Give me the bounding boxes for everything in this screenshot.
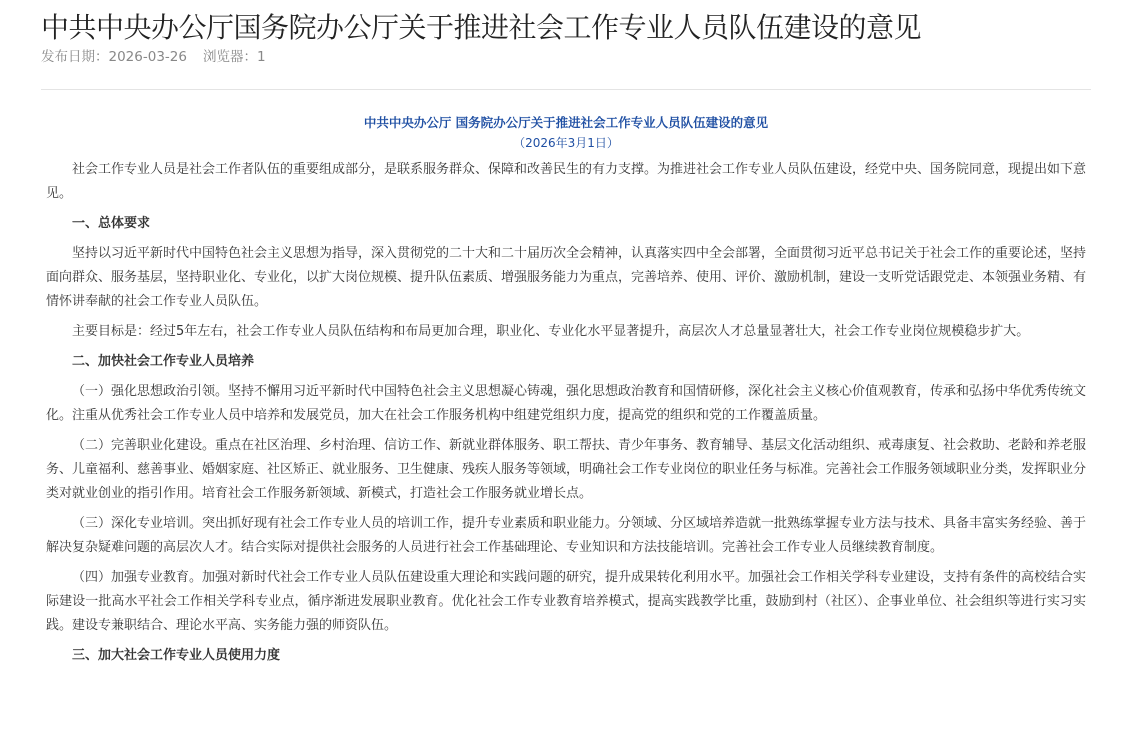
paragraph: （三）深化专业培训。突出抓好现有社会工作专业人员的培训工作，提升专业素质和职业能力。分领域、分区域培养造就一批熟练掌握专业方法与技术、具备丰富实务经验、善于解决复杂疑难问题的高层次人才。结合实际对提供社会服务的人员进行社会工作基础理论、专业知识和方法技能培训。完善社会工作专业人员继续教育制度。	[46, 516, 1087, 555]
publish-date: 发布日期：2026-03-26	[41, 49, 187, 65]
section-heading: 三、加大社会工作专业人员使用力度	[72, 648, 281, 663]
page-title: 中共中央办公厅国务院办公厅关于推进社会工作专业人员队伍建设的意见	[41, 11, 922, 44]
article-body	[46, 110, 1086, 674]
view-count: 浏览器：1	[202, 49, 266, 65]
paragraph: 社会工作专业人员是社会工作者队伍的重要组成部分，是联系服务群众、保障和改善民生的有力支撑。为推进社会工作专业人员队伍建设，经党中央、国务院同意，现提出如下意见。	[46, 162, 1087, 201]
paragraph: （四）加强专业教育。加强对新时代社会工作专业人员队伍建设重大理论和实践问题的研究，提升成果转化利用水平。加强社会工作相关学科专业建设，支持有条件的高校结合实际建设一批高水平社会工作相关学科专业点，循序渐进发展职业教育。优化社会工作专业教育培养模式，提高实践教学比重，鼓励到村（社区）、企事业单位、社会组织等进行实习实践。建设专兼职结合、理论水平高、实务能力强的师资队伍。	[46, 570, 1087, 633]
section-heading: 一、总体要求	[72, 216, 151, 231]
paragraph: （一）强化思想政治引领。坚持不懈用习近平新时代中国特色社会主义思想凝心铸魂，强化思想政治教育和国情研修，深化社会主义核心价值观教育，传承和弘扬中华优秀传统文化。注重从优秀社会工作专业人员中培养和发展党员，加大在社会工作服务机构中组建党组织力度，提高党的组织和党的工作覆盖质量。	[46, 384, 1087, 423]
header-divider	[41, 89, 1091, 90]
document-date: （2026年3月1日）	[513, 136, 619, 150]
section-heading: 二、加快社会工作专业人员培养	[72, 354, 255, 369]
paragraph: 主要目标是：经过5年左右，社会工作专业人员队伍结构和布局更加合理，职业化、专业化水平显著提升，高层次人才总量显著壮大，社会工作专业岗位规模稳步扩大。	[72, 324, 1030, 339]
paragraph: 坚持以习近平新时代中国特色社会主义思想为指导，深入贯彻党的二十大和二十届历次全会精神，认真落实四中全会部署，全面贯彻习近平总书记关于社会工作的重要论述，坚持面向群众、服务基层，坚持职业化、专业化，以扩大岗位规模、提升队伍素质、增强服务能力为重点，完善培养、使用、评价、激励机制，建设一支听党话跟党走、本领强业务精、有情怀讲奉献的社会工作专业人员队伍。	[46, 246, 1087, 309]
document-title: 中共中央办公厅 国务院办公厅关于推进社会工作专业人员队伍建设的意见	[363, 115, 769, 130]
article-meta	[41, 48, 266, 66]
paragraph: （二）完善职业化建设。重点在社区治理、乡村治理、信访工作、新就业群体服务、职工帮扶、青少年事务、教育辅导、基层文化活动组织、戒毒康复、社会救助、老龄和养老服务、儿童福利、慈善事业、婚姻家庭、社区矫正、就业服务、卫生健康、残疾人服务等领域，明确社会工作专业岗位的职业任务与标准。完善社会工作服务领域职业分类，发挥职业分类对就业创业的指引作用。培育社会工作服务新领域、新模式，打造社会工作服务就业增长点。	[46, 438, 1087, 501]
article-content	[46, 158, 1086, 668]
